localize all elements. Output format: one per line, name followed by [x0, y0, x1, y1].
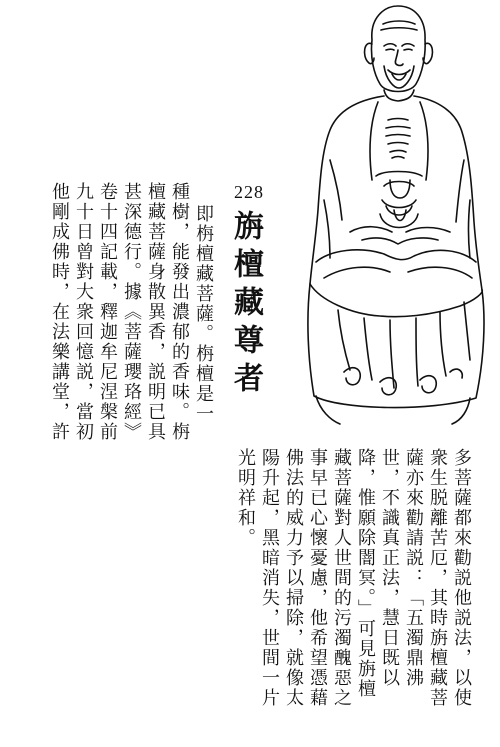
- text-column: 卷十四記載，釋迦牟尼涅槃前: [97, 182, 118, 442]
- entry-title: 旃檀藏尊者: [228, 210, 263, 400]
- text-column: 檀藏菩薩身散異香，説明已具: [145, 182, 166, 442]
- seated-arhat-line-drawing-icon: [280, 0, 495, 430]
- text-column: 即栴檀藏菩薩。栴檀是一: [193, 204, 214, 424]
- text-column: 種樹，能發出濃郁的香味。栴: [169, 182, 190, 442]
- text-column: 陽升起，黑暗消失，世間一片: [259, 448, 280, 708]
- text-column: 降，惟願除闇冥。」可見旃檀: [355, 448, 376, 699]
- text-column: 他剛成佛時，在法樂講堂，許: [49, 182, 70, 442]
- text-column: 光明祥和。: [235, 448, 256, 548]
- text-column: 事早已心懷憂慮，他希望憑藉: [307, 448, 328, 708]
- text-column: 世，不識真正法，慧日既以: [379, 448, 400, 688]
- entry-number: 228: [234, 182, 264, 202]
- text-column: 多菩薩都來勸説他説法，以使: [451, 448, 472, 708]
- text-column: 佛法的威力予以掃除，就像太: [283, 448, 304, 708]
- text-column: 九十日曾對大衆回憶説，當初: [73, 182, 94, 442]
- text-column: 甚深德行。據《菩薩瓔珞經》: [121, 182, 142, 442]
- text-column: 衆生脱離苦厄，其時旃檀藏菩: [427, 448, 448, 708]
- text-column: 薩亦來勸請説：「五濁鼎沸: [403, 448, 424, 688]
- text-column: 藏菩薩對人世間的污濁醜惡之: [331, 448, 352, 708]
